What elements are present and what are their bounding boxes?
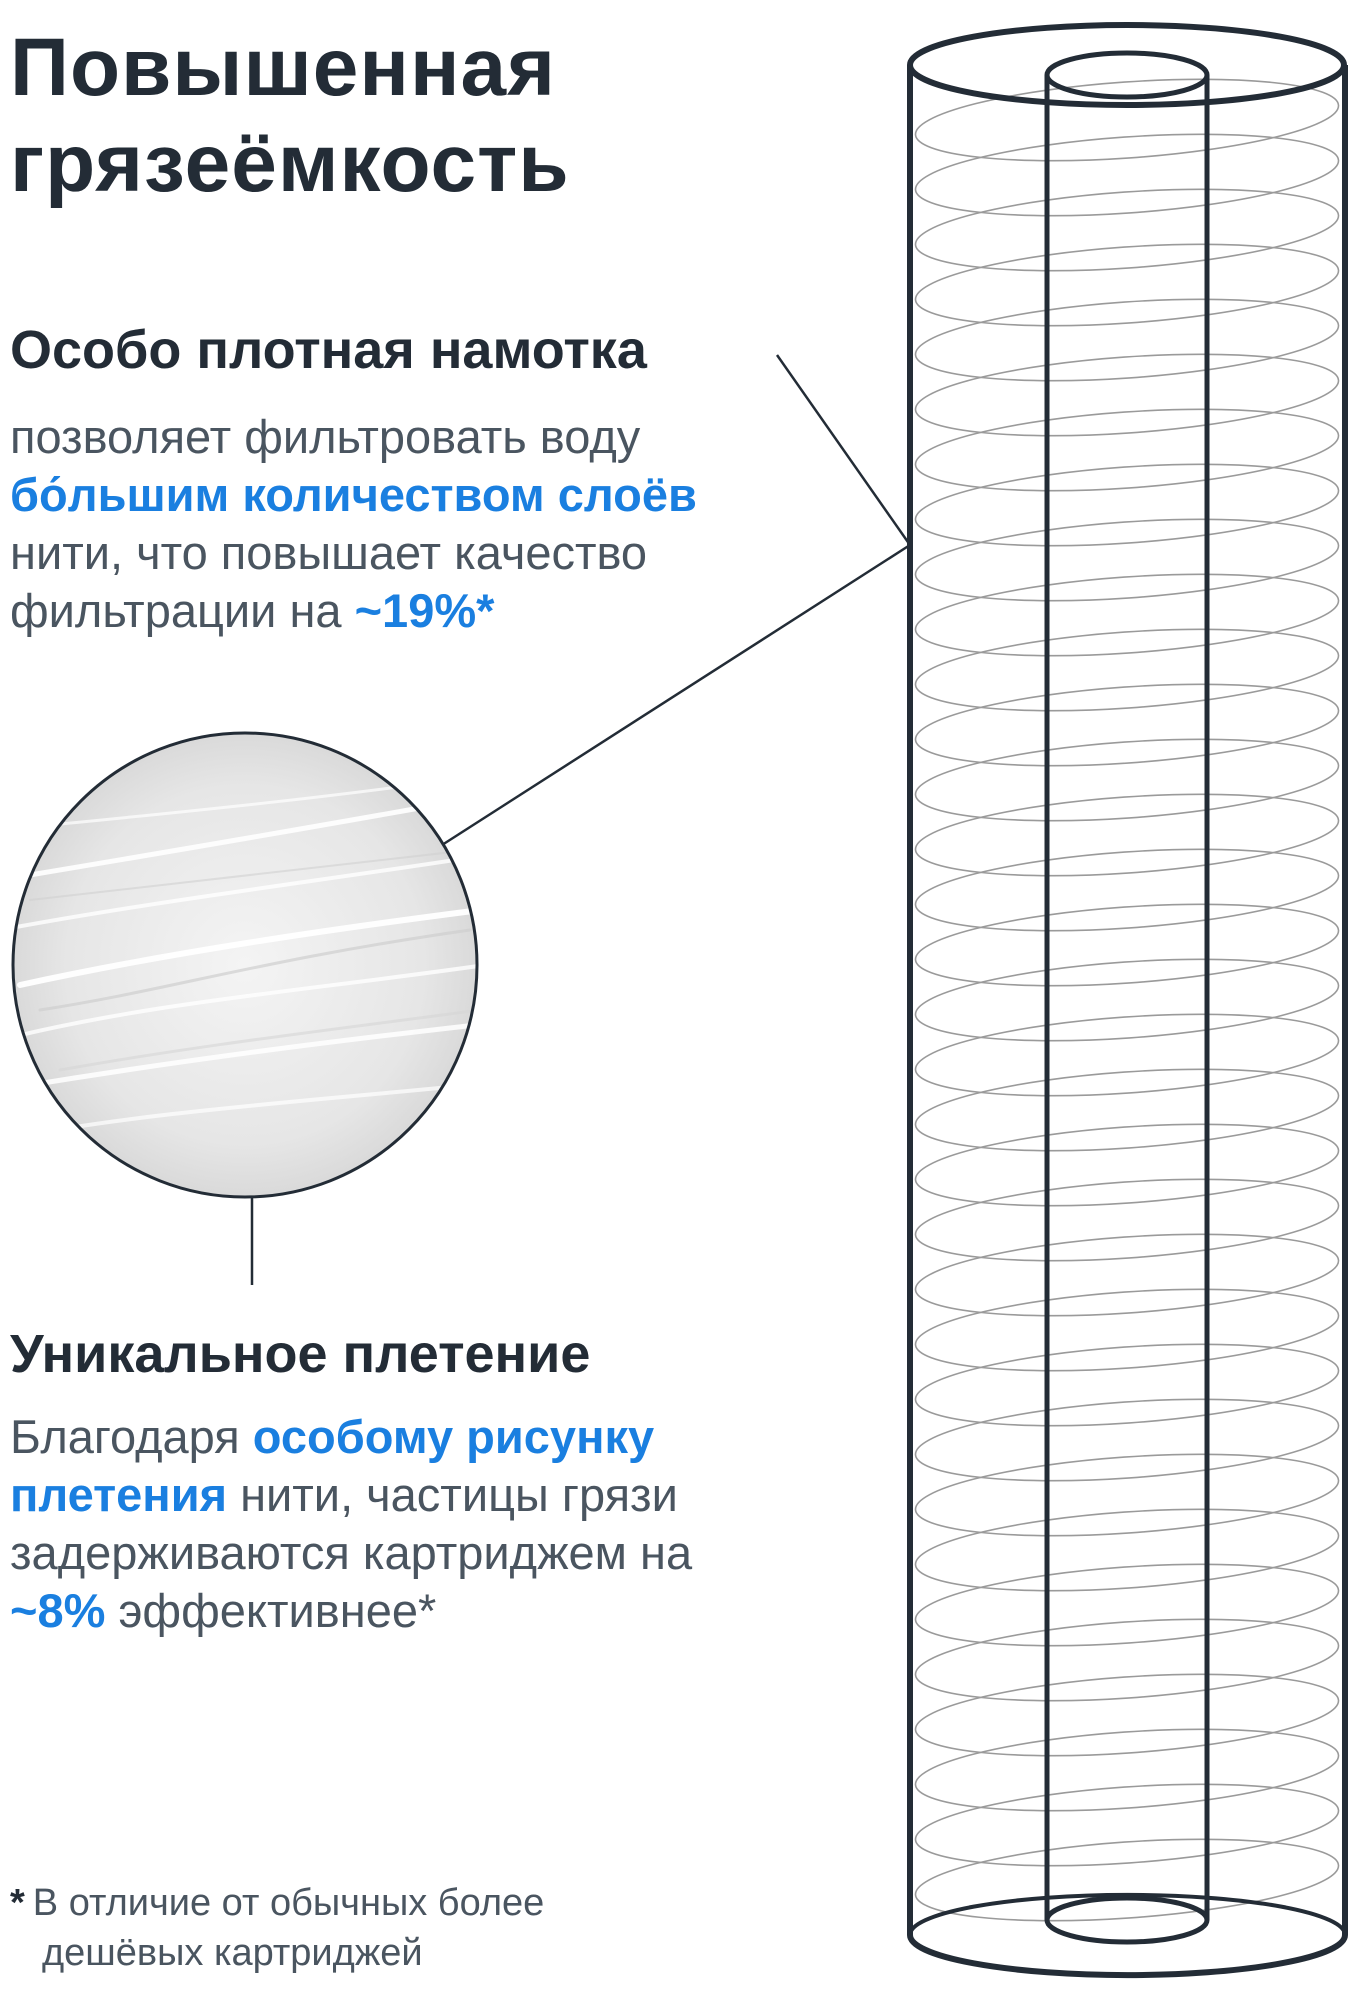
callout-line-upper xyxy=(777,355,910,545)
winding-lines xyxy=(913,67,1341,1932)
winding-loop xyxy=(913,1332,1341,1437)
winding-loop xyxy=(913,947,1341,1052)
winding-loop xyxy=(913,1167,1341,1272)
callout-line-lower xyxy=(442,545,910,845)
winding-loop xyxy=(913,1387,1341,1492)
winding-loop xyxy=(913,507,1341,612)
title-line-2: грязеёмкость xyxy=(10,118,570,209)
title-line-1: Повышенная xyxy=(10,22,556,113)
winding-loop xyxy=(913,727,1341,832)
winding-loop xyxy=(913,782,1341,887)
footnote-line-2: дешёвых картриджей xyxy=(42,1932,423,1974)
winding-loop xyxy=(913,1772,1341,1877)
footnote-asterisk: * xyxy=(10,1882,25,1924)
winding-loop xyxy=(913,617,1341,722)
feature-highlight-percent-19: ~19%* xyxy=(354,584,495,637)
winding-loop xyxy=(913,1277,1341,1382)
winding-loop xyxy=(913,122,1341,227)
winding-loop xyxy=(913,452,1341,557)
winding-loop xyxy=(913,67,1341,172)
feature-text-winding-part-1: позволяет фильтровать воду xyxy=(10,410,641,463)
winding-loop xyxy=(913,1607,1341,1712)
filter-cartridge-illustration xyxy=(910,25,1345,1975)
winding-loop xyxy=(913,397,1341,502)
winding-loop xyxy=(913,1442,1341,1547)
winding-loop xyxy=(913,1497,1341,1602)
winding-loop xyxy=(913,672,1341,777)
inner-core xyxy=(1047,53,1207,1942)
feature-highlight-layers: бо́льшим количеством слоёв xyxy=(10,468,697,521)
feature-text-weave-part-3: эффективнее* xyxy=(105,1584,437,1637)
winding-loop xyxy=(913,1057,1341,1162)
winding-loop xyxy=(913,177,1341,282)
winding-loop xyxy=(913,892,1341,997)
winding-loop xyxy=(913,1222,1341,1327)
feature-heading-winding: Особо плотная намотка xyxy=(10,320,647,380)
fiber-closeup-image xyxy=(0,733,520,1197)
feature-text-weave-part-2: нити, частицы грязи задерживаются картриджем на xyxy=(10,1468,693,1579)
feature-heading-weave: Уникальное плетение xyxy=(10,1324,591,1384)
winding-loop xyxy=(913,1112,1341,1217)
feature-highlight-percent-8: ~8% xyxy=(10,1584,106,1637)
winding-loop xyxy=(913,1662,1341,1767)
winding-loop xyxy=(913,342,1341,447)
feature-highlight-pattern: особому рисунку плетения xyxy=(10,1410,655,1521)
feature-text-weave-part-1: Благодаря xyxy=(10,1410,253,1463)
winding-loop xyxy=(913,1002,1341,1107)
winding-loop xyxy=(913,1552,1341,1657)
winding-loop xyxy=(913,1827,1341,1932)
feature-text-winding-part-2: нити, что повышает качество фильтрации на xyxy=(10,526,648,637)
winding-loop xyxy=(913,562,1341,667)
winding-loop xyxy=(913,1717,1341,1822)
winding-loop xyxy=(913,287,1341,392)
footnote-line-1: В отличие от обычных более xyxy=(32,1882,545,1924)
winding-loop xyxy=(913,837,1341,942)
winding-loop xyxy=(913,232,1341,337)
